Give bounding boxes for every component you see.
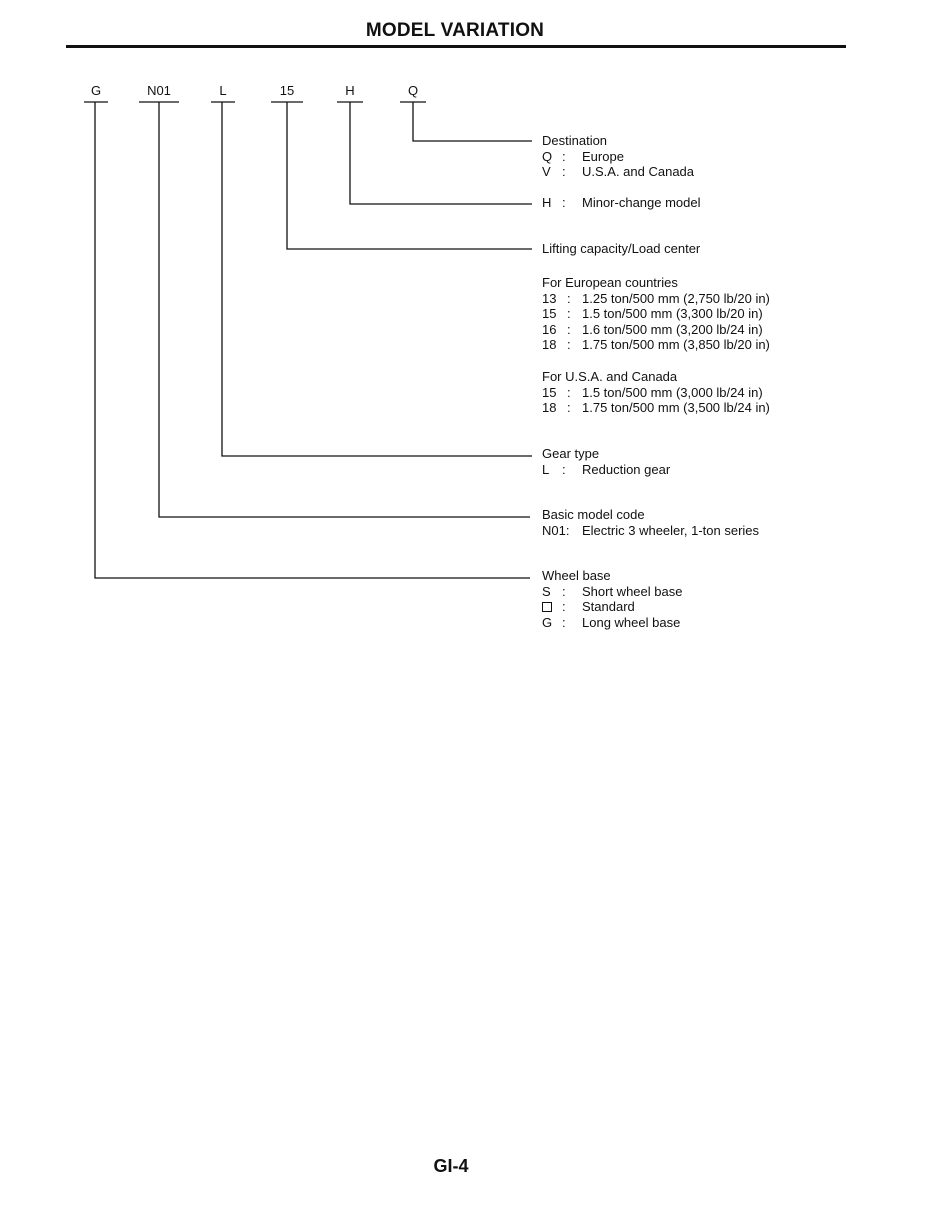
empty-square-icon [542, 602, 552, 612]
code-gear-type: L [219, 83, 227, 98]
lifting-us-heading: For U.S.A. and Canada [542, 369, 678, 384]
leader-wheel-base [95, 102, 530, 578]
list-item: N01: Electric 3 wheeler, 1-ton series [542, 522, 760, 538]
basic-model-heading: Basic model code [542, 507, 645, 522]
list-item: 18 : 1.75 ton/500 mm (3,500 lb/24 in) [542, 400, 770, 415]
code-destination: Q [407, 83, 419, 98]
list-item: 16 : 1.6 ton/500 mm (3,200 lb/24 in) [542, 321, 763, 337]
page-title: MODEL VARIATION [365, 20, 545, 41]
leader-destination [413, 102, 532, 141]
leader-basic-model [159, 102, 530, 517]
list-item: 13 : 1.25 ton/500 mm (2,750 lb/20 in) [542, 290, 770, 306]
code-lifting-capacity: 15 [279, 83, 295, 98]
list-item: : Standard [542, 599, 682, 615]
list-item: V : U.S.A. and Canada [542, 164, 695, 179]
leader-gear-type [222, 102, 532, 456]
list-item: 15 : 1.5 ton/500 mm (3,000 lb/24 in) [542, 384, 763, 400]
code-minor-change: H [345, 83, 355, 98]
list-item: L : Reduction gear [542, 461, 671, 477]
list-item: H : Minor-change model [542, 195, 701, 210]
lifting-us-block [542, 369, 770, 416]
destination-heading: Destination [542, 133, 608, 148]
gear-type-heading: Gear type [542, 446, 600, 461]
destination-block [542, 133, 694, 180]
list-item: S : Short wheel base [542, 583, 683, 599]
list-item: Q : Europe [542, 148, 624, 164]
minor-change-block [542, 195, 701, 211]
leader-lifting-capacity [287, 102, 532, 249]
gear-type-block [542, 446, 670, 477]
lifting-eu-block [542, 275, 770, 353]
code-basic-model: N01 [147, 83, 171, 98]
page-number: GI-4 [433, 1156, 469, 1176]
list-item: 15 : 1.5 ton/500 mm (3,300 lb/20 in) [542, 306, 763, 321]
code-wheel-base: G [90, 83, 102, 98]
leader-minor-change [350, 102, 532, 204]
basic-model-block [542, 507, 759, 538]
lifting-eu-heading: For European countries [542, 275, 678, 290]
wheel-base-block [542, 568, 682, 630]
lifting-heading: Lifting capacity/Load center [542, 241, 701, 256]
list-item: G : Long wheel base [542, 614, 681, 630]
wheel-base-heading: Wheel base [542, 568, 611, 583]
list-item: 18 : 1.75 ton/500 mm (3,850 lb/20 in) [542, 337, 770, 352]
